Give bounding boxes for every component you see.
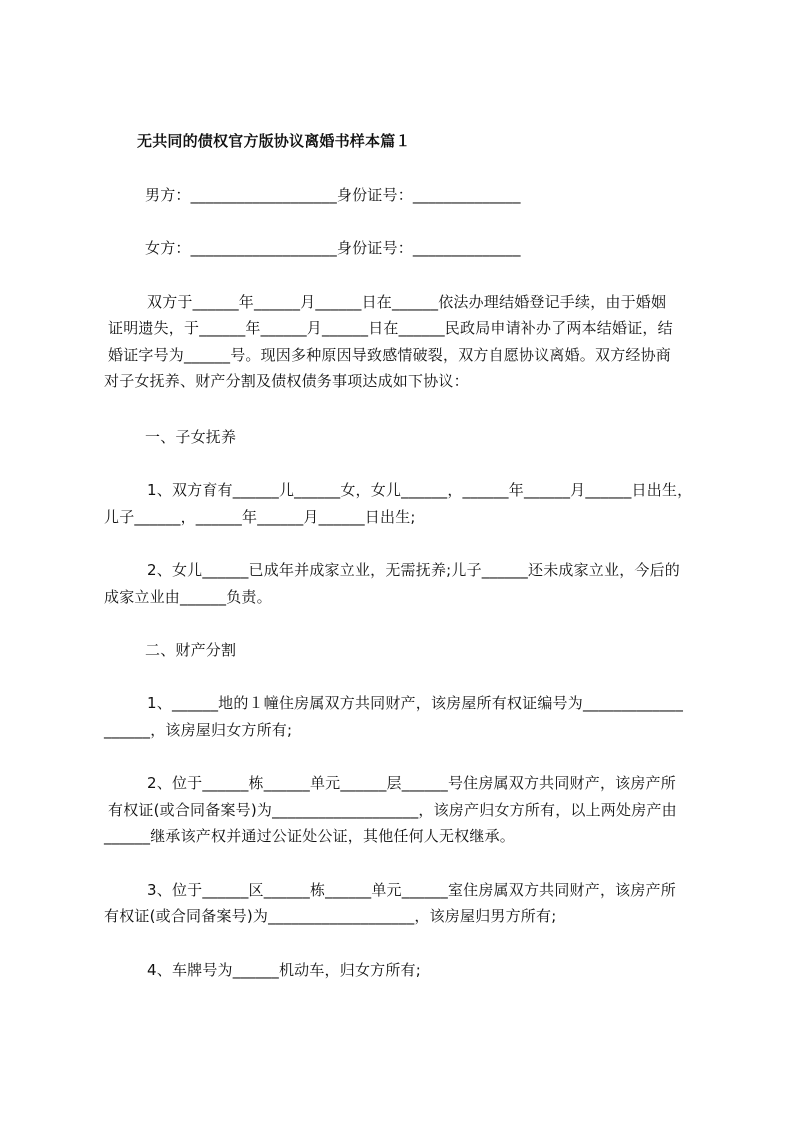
section1-item1-line2: 儿子______，______年______月______日出生; xyxy=(104,508,416,526)
section2-heading: 二、财产分割 xyxy=(145,641,237,659)
female-party-line: 女方：___________________身份证号：______________ xyxy=(145,239,521,257)
intro-line-2: 证明遗失，于______年______月______日在______民政局申请补办了两本结婚证，结 xyxy=(108,319,673,337)
intro-line-1: 双方于______年______月______日在______依法办理结婚登记手续，由于婚姻 xyxy=(147,293,667,311)
intro-line-4: 对子女抚养、财产分割及债权债务事项达成如下协议： xyxy=(104,372,469,390)
section1-heading: 一、子女抚养 xyxy=(145,428,237,446)
section1-item2-line2: 成家立业由______负责。 xyxy=(104,588,272,606)
section2-item1-line1: 1、______地的１幢住房属双方共同财产，该房屋所有权证编号为_____________ xyxy=(147,694,684,712)
section1-item1-line1: 1、双方育有______儿______女，女儿______，______年______月______日出生， xyxy=(147,481,693,499)
document-title: 无共同的债权官方版协议离婚书样本篇１ xyxy=(137,132,411,150)
section2-item2-line1: 2、位于______栋______单元______层______号住房属双方共同财产，该房产所 xyxy=(147,774,676,792)
section1-item2-line1: 2、女儿______已成年并成家立业，无需抚养;儿子______还未成家立业，今后的 xyxy=(147,561,680,579)
section2-item4-line1: 4、车牌号为______机动车，归女方所有; xyxy=(147,961,421,979)
section2-item2-line3: ______继承该产权并通过公证处公证，其他任何人无权继承。 xyxy=(104,827,516,845)
section2-item1-line2: ______，该房屋归女方所有; xyxy=(104,721,293,739)
intro-line-3: 婚证字号为______号。现因多种原因导致感情破裂，双方自愿协议离婚。双方经协商 xyxy=(108,346,672,364)
section2-item2-line2: 有权证(或合同备案号)为___________________，该房产归女方所有，以上两处房产由 xyxy=(108,801,677,819)
section2-item3-line1: 3、位于______区______栋______单元______室住房属双方共同财产，该房产所 xyxy=(147,881,676,899)
section2-item3-line2: 有权证(或合同备案号)为___________________，该房屋归男方所有; xyxy=(104,907,557,925)
male-party-line: 男方：___________________身份证号：______________ xyxy=(145,186,521,204)
